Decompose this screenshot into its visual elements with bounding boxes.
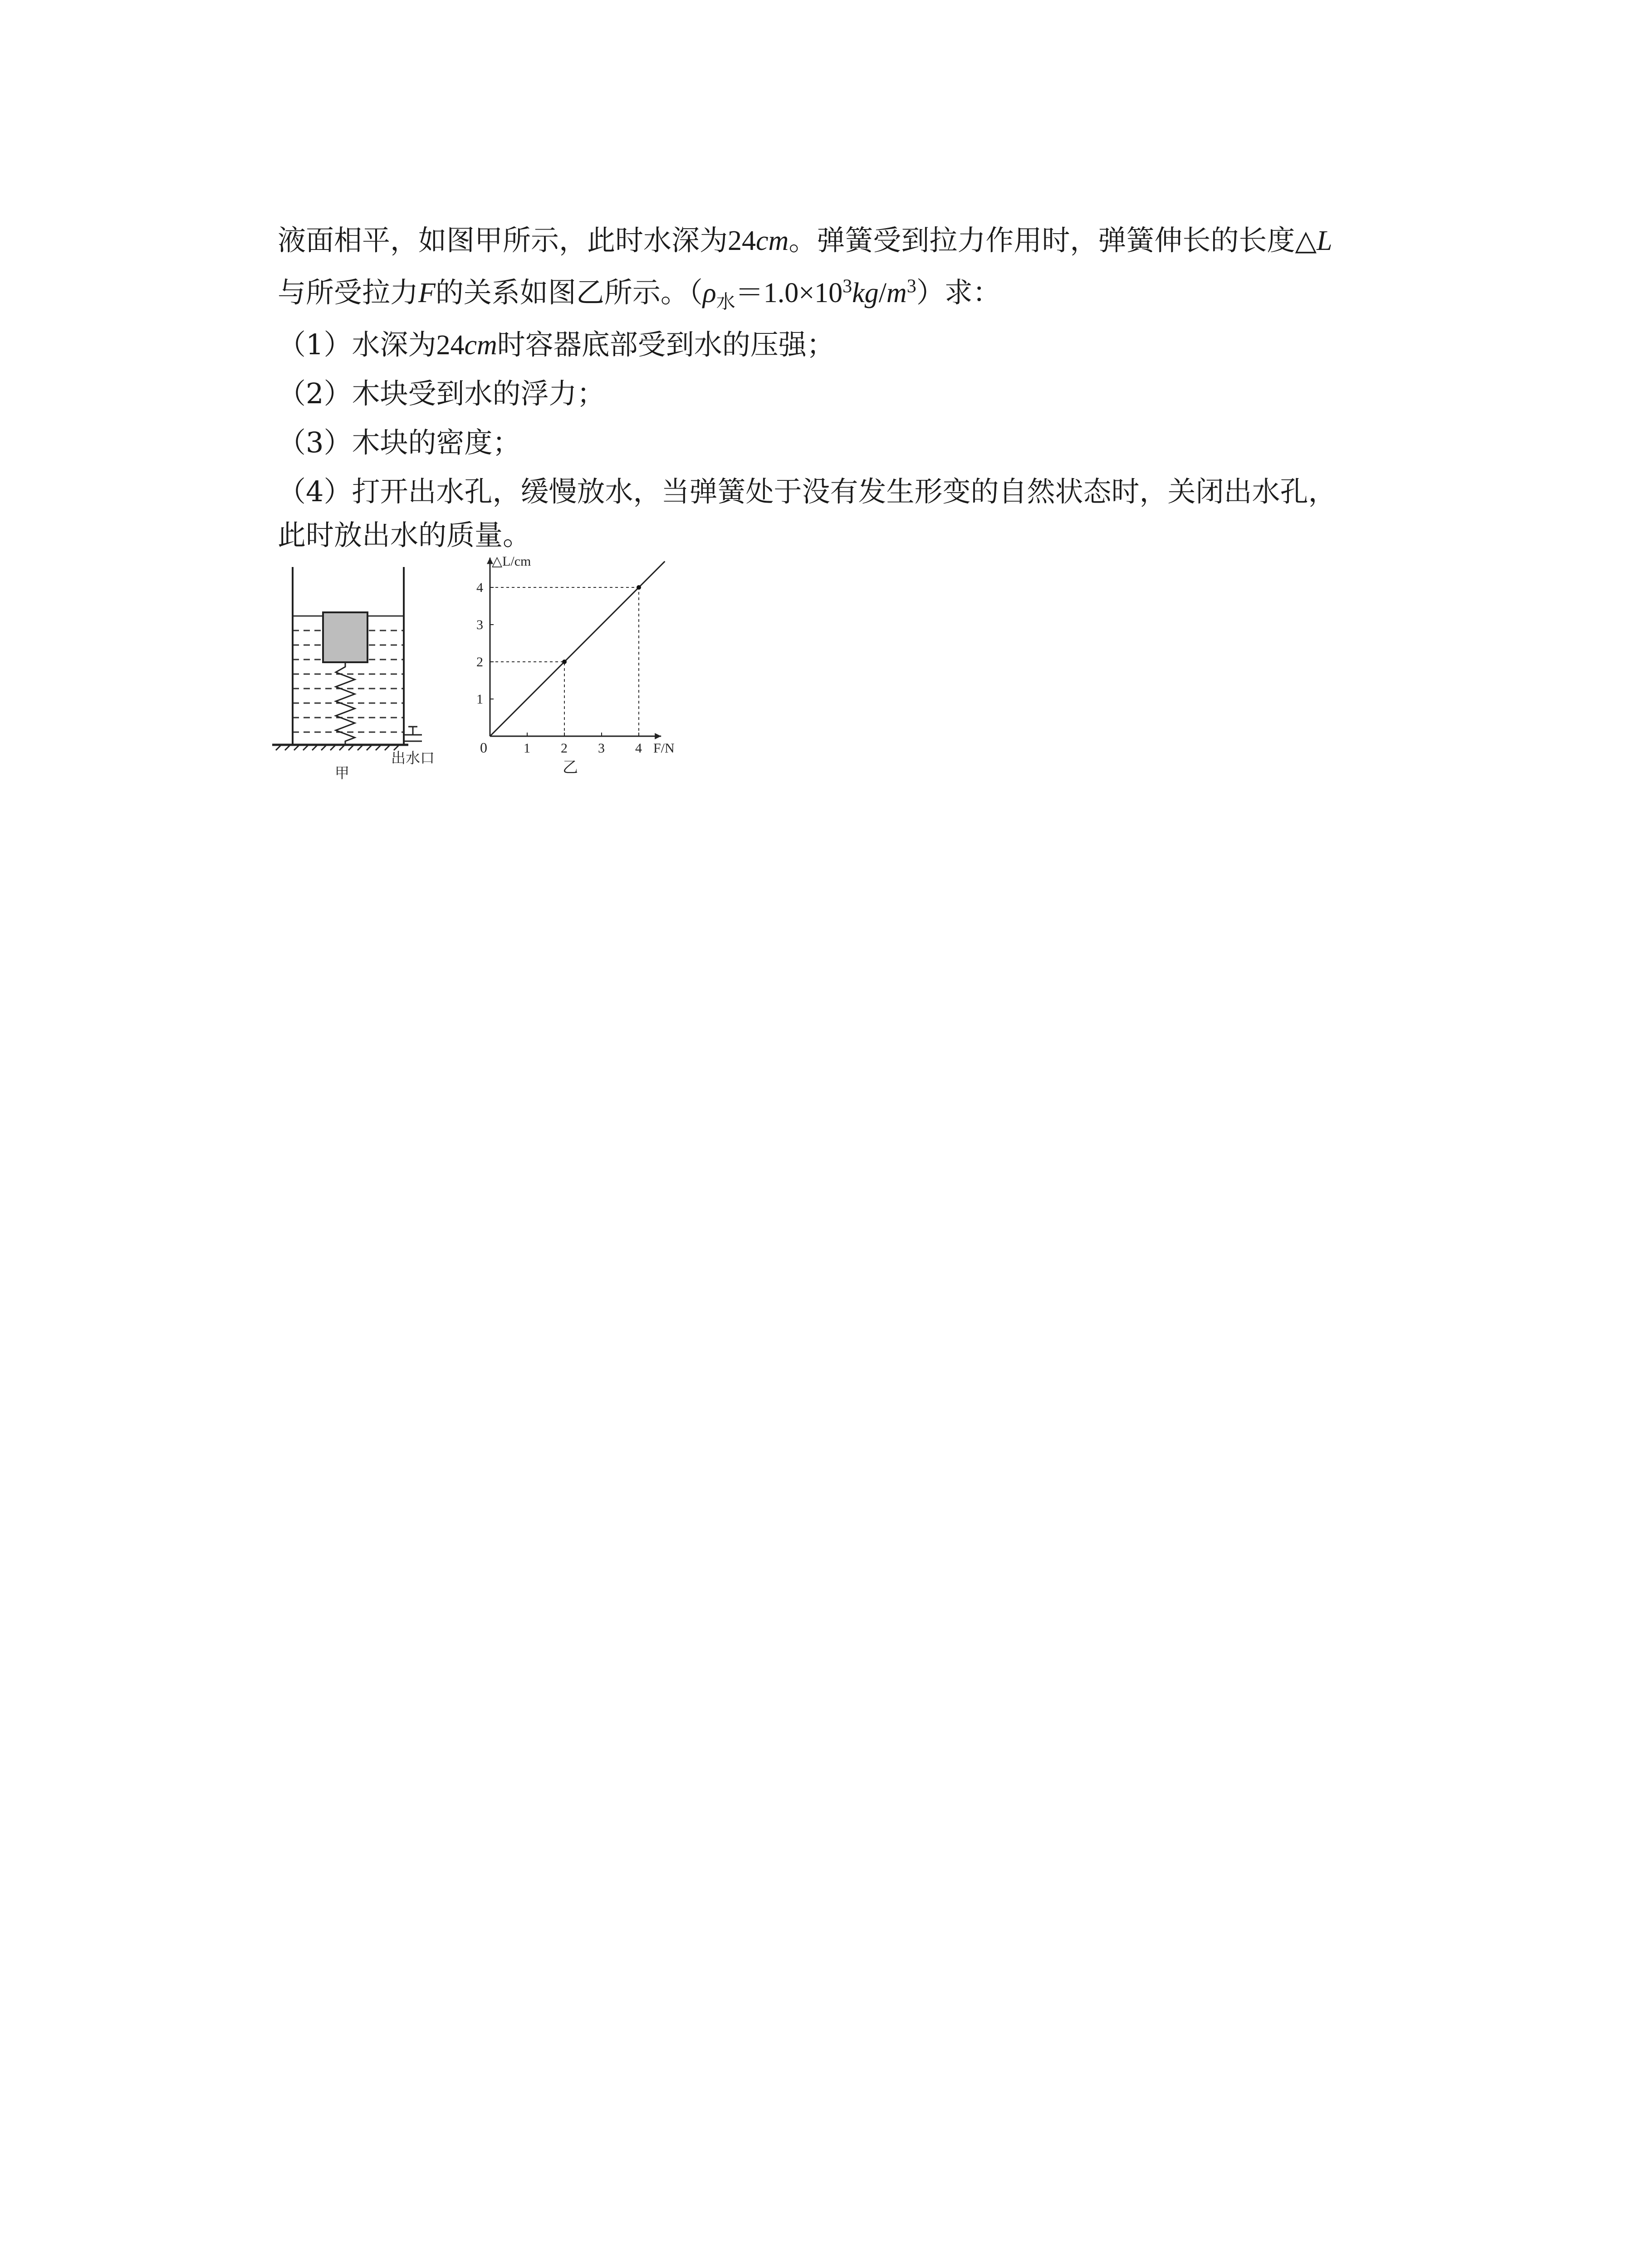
depth-value: 24 [728, 225, 756, 256]
figure-jia-caption: 甲 [335, 765, 350, 780]
outlet-label: 出水口 [391, 750, 435, 766]
q1-suffix: 时容器底部受到水的压强； [497, 328, 835, 361]
rho-symbol: ρ [702, 278, 716, 308]
x-axis-arrow-icon [655, 733, 661, 739]
figure-yi-caption: 乙 [563, 759, 578, 776]
question-4-line-2: 此时放出水的质量。 [278, 518, 531, 552]
x-tick-label: 1 [524, 741, 530, 756]
line2-text-a: 与所受拉力 [278, 276, 419, 309]
rho-subscript: 水 [716, 290, 735, 313]
x-tick-label: 4 [635, 741, 642, 756]
y-tick-label: 1 [476, 692, 483, 707]
unit-slash: / [878, 278, 887, 308]
wood-block [323, 612, 367, 662]
y-axis-label: △L/cm [492, 554, 531, 569]
density-value: ＝1.0×10 [735, 278, 843, 308]
line2-text-c: ）求： [916, 276, 1001, 309]
unit-m: m [886, 278, 907, 308]
outlet-valve-icon [404, 727, 422, 741]
problem-line-2 [278, 274, 1001, 311]
symbol-F: F [418, 278, 436, 308]
question-3: （3）木块的密度； [278, 426, 521, 459]
chart-axes [487, 557, 661, 739]
q1-prefix: （1）水深为 [278, 328, 436, 361]
origin-label: 0 [480, 739, 487, 756]
ground [272, 745, 408, 750]
density-exponent: 3 [843, 276, 852, 297]
problem-line-1 [278, 222, 1332, 259]
line1-text-a: 液面相平，如图甲所示，此时水深为 [278, 224, 728, 257]
q1-value: 24 [436, 330, 465, 361]
unit-kg: kg [852, 278, 879, 308]
line2-text-b: 的关系如图乙所示。（ [435, 276, 703, 309]
x-tick-label: 2 [561, 741, 568, 756]
x-tick-label: 3 [598, 741, 605, 756]
unit-exponent: 3 [906, 276, 916, 297]
y-tick-label: 4 [476, 580, 483, 595]
figure-container-diagram [272, 567, 440, 780]
question-1 [278, 327, 835, 363]
y-tick-label: 2 [476, 655, 483, 670]
symbol-L: L [1317, 225, 1332, 256]
line1-text-b: 。弹簧受到拉力作用时，弹簧伸长的长度△ [789, 224, 1317, 257]
question-2: （2）木块受到水的浮力； [278, 377, 605, 410]
data-point [637, 585, 641, 590]
figure-line-chart [472, 551, 694, 778]
depth-unit: cm [756, 225, 789, 256]
q1-unit: cm [464, 330, 497, 361]
y-tick-label: 3 [476, 617, 483, 632]
data-point [562, 660, 567, 664]
x-axis-label: F/N [653, 741, 675, 756]
question-4-line-1: （4）打开出水孔，缓慢放水，当弹簧处于没有发生形变的自然状态时，关闭出水孔， [278, 475, 1337, 508]
